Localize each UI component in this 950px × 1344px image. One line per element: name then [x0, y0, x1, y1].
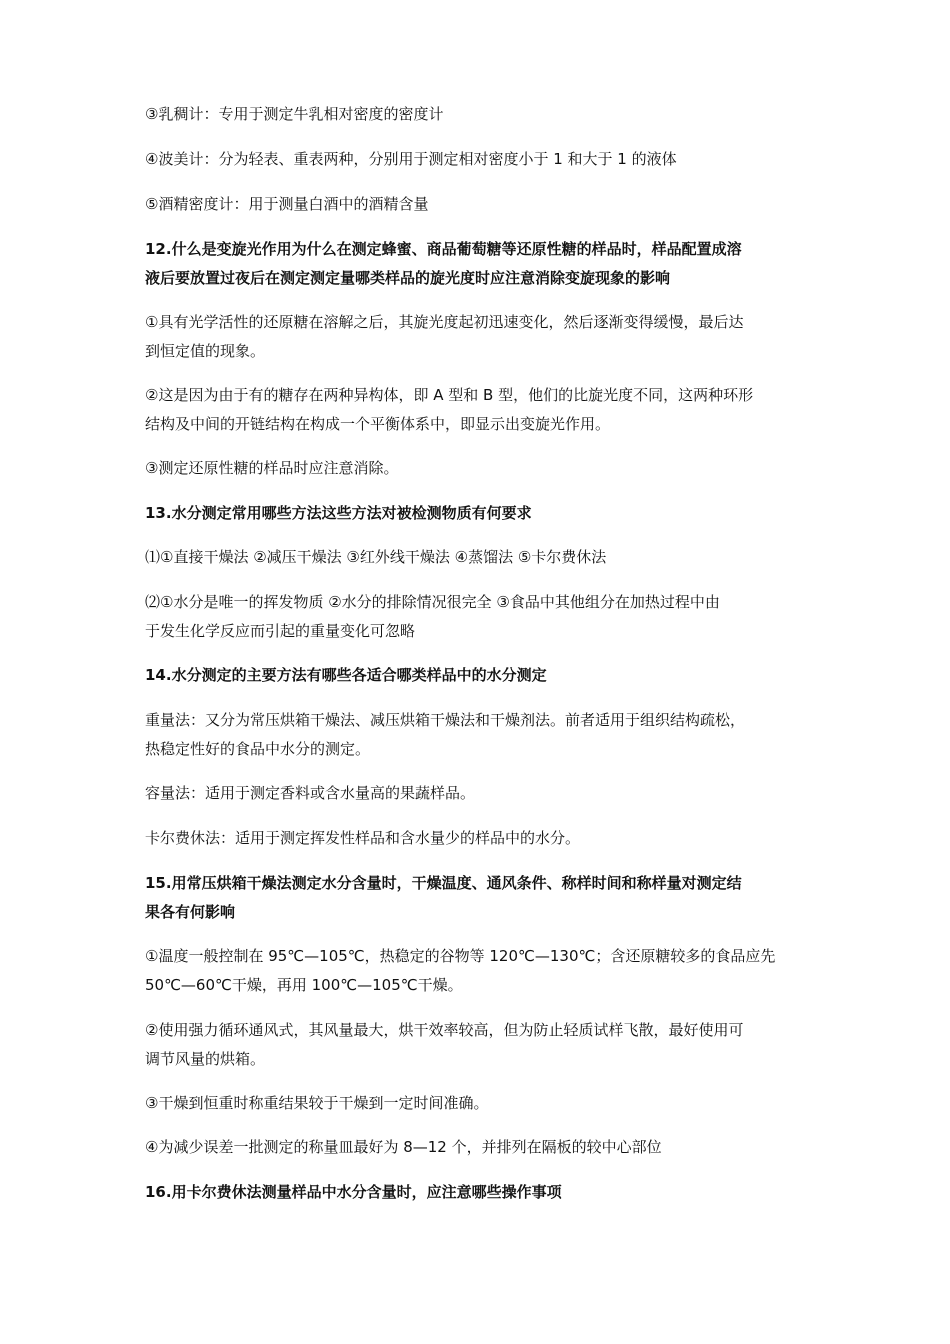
question-heading: 14.水分测定的主要方法有哪些各适合哪类样品中的水分测定 [145, 666, 547, 684]
paragraph-line: 热稳定性好的食品中水分的测定。 [145, 740, 371, 758]
paragraph-line: ⑤酒精密度计：用于测量白酒中的酒精含量 [145, 195, 429, 213]
question-heading: 12.什么是变旋光作用为什么在测定蜂蜜、商品葡萄糖等还原性糖的样品时，样品配置成溶 [145, 240, 742, 258]
paragraph-line: ①具有光学活性的还原糖在溶解之后，其旋光度起初迅速变化，然后逐渐变得缓慢，最后达 [145, 313, 744, 331]
paragraph-line: ③干燥到恒重时称重结果较于干燥到一定时间准确。 [145, 1094, 489, 1112]
question-heading: 液后要放置过夜后在测定测定量哪类样品的旋光度时应注意消除变旋现象的影响 [145, 269, 671, 287]
paragraph-line: 调节风量的烘箱。 [145, 1050, 266, 1068]
question-heading: 果各有何影响 [145, 903, 236, 921]
paragraph-line: ①温度一般控制在 95℃—105℃，热稳定的谷物等 120℃—130℃；含还原糖较多的食品应先 [145, 947, 776, 965]
paragraph-line: 结构及中间的开链结构在构成一个平衡体系中，即显示出变旋光作用。 [145, 415, 611, 433]
question-heading: 15.用常压烘箱干燥法测定水分含量时，干燥温度、通风条件、称样时间和称样量对测定结 [145, 874, 742, 892]
paragraph-line: ④为减少误差一批测定的称量皿最好为 8—12 个，并排列在隔板的较中心部位 [145, 1138, 662, 1156]
paragraph-line: ③测定还原性糖的样品时应注意消除。 [145, 459, 399, 477]
paragraph-line: 容量法：适用于测定香料或含水量高的果蔬样品。 [145, 784, 476, 802]
question-heading: 16.用卡尔费休法测量样品中水分含量时，应注意哪些操作事项 [145, 1183, 562, 1201]
paragraph-line: ⑵①水分是唯一的挥发物质 ②水分的排除情况很完全 ③食品中其他组分在加热过程中由 [145, 593, 720, 611]
question-heading: 13.水分测定常用哪些方法这些方法对被检测物质有何要求 [145, 504, 532, 522]
paragraph-line: ②使用强力循环通风式，其风量最大，烘干效率较高，但为防止轻质试样飞散，最好使用可 [145, 1021, 744, 1039]
paragraph-line: 重量法：又分为常压烘箱干燥法、减压烘箱干燥法和干燥剂法。前者适用于组织结构疏松， [145, 711, 746, 729]
paragraph-line: 到恒定值的现象。 [145, 342, 266, 360]
paragraph-line: ③乳稠计：专用于测定牛乳相对密度的密度计 [145, 105, 444, 123]
paragraph-line: ④波美计：分为轻表、重表两种，分别用于测定相对密度小于 1 和大于 1 的液体 [145, 150, 677, 168]
paragraph-line: 卡尔费休法：适用于测定挥发性样品和含水量少的样品中的水分。 [145, 829, 581, 847]
paragraph-line: 于发生化学反应而引起的重量变化可忽略 [145, 622, 416, 640]
paragraph-line: ②这是因为由于有的糖存在两种异构体，即 A 型和 B 型，他们的比旋光度不同，这两种环形 [145, 386, 754, 404]
paragraph-line: 50℃—60℃干燥，再用 100℃—105℃干燥。 [145, 976, 463, 994]
paragraph-line: ⑴①直接干燥法 ②减压干燥法 ③红外线干燥法 ④蒸馏法 ⑤卡尔费休法 [145, 548, 607, 566]
